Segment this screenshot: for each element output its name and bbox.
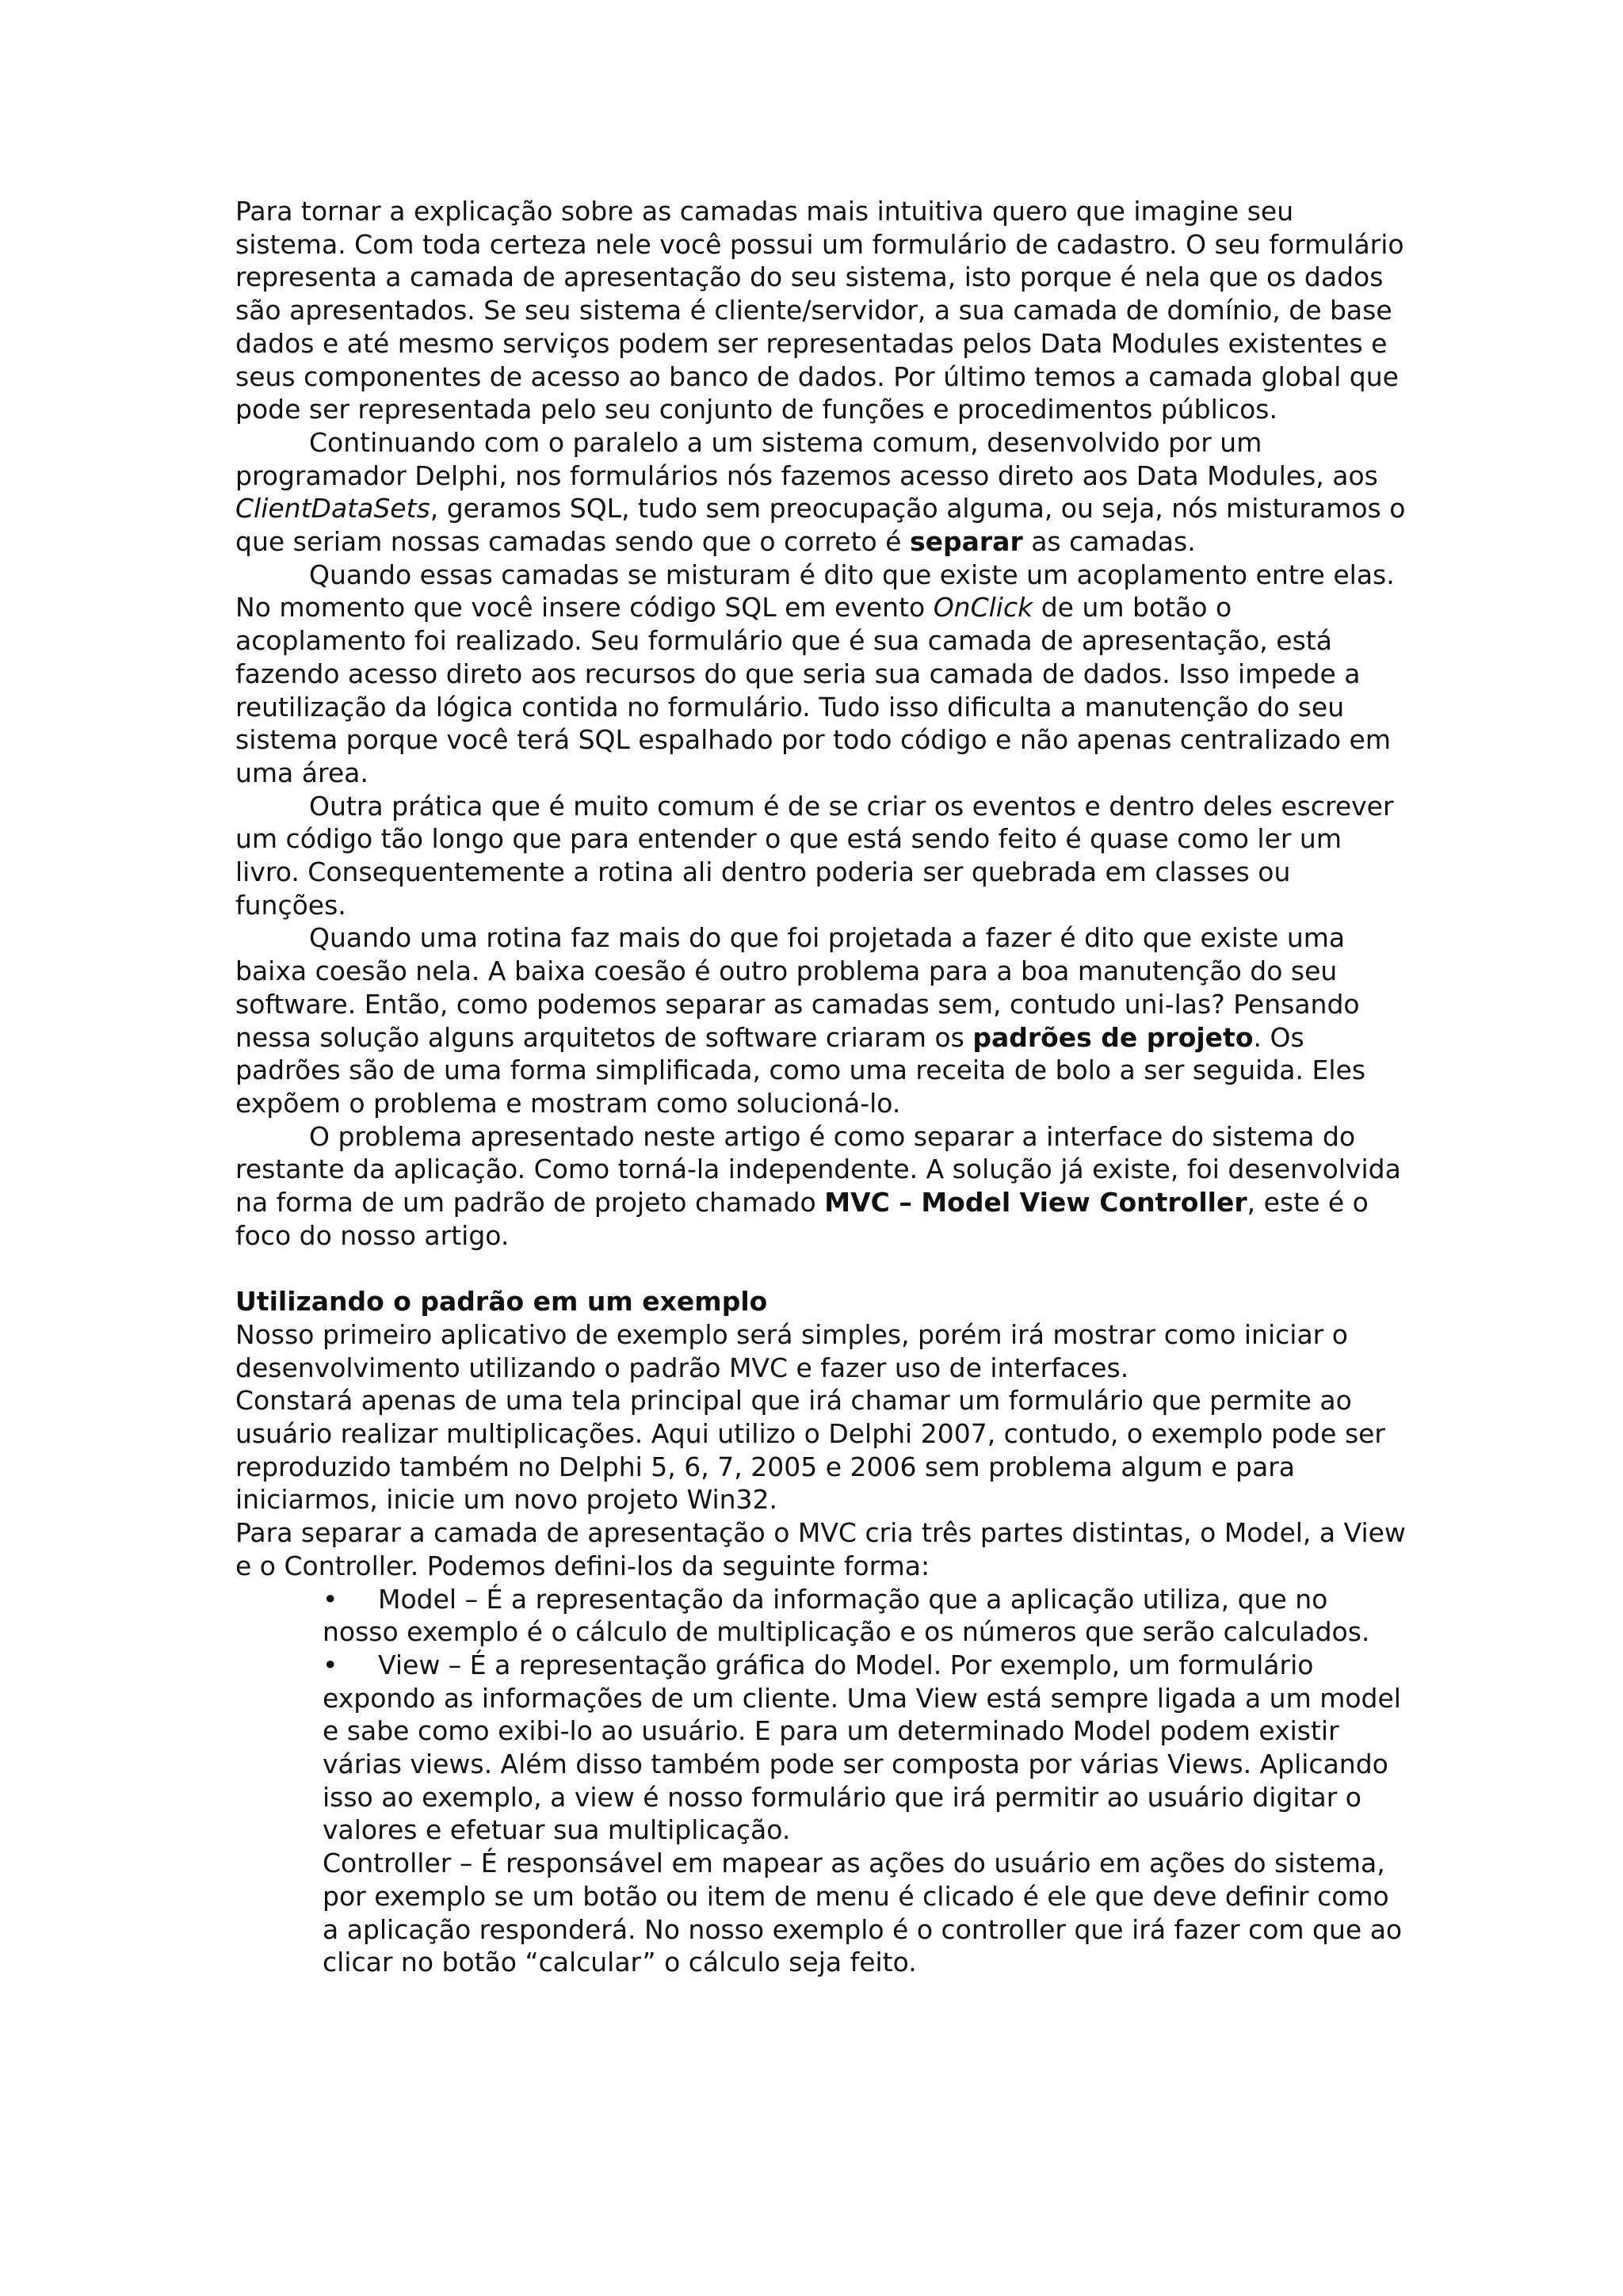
list-item-text: Model – É a representação da informação que a aplicação utiliza, que no nosso exemplo é o cálculo de multiplicação e os números que serão calculados. xyxy=(323,1583,1370,1648)
document-page xyxy=(235,195,1408,1979)
bullet-icon: • xyxy=(323,1583,338,1615)
paragraph-acoplamento xyxy=(235,559,1408,790)
paragraph-text: as camadas. xyxy=(1022,526,1196,558)
paragraph-text: Continuando com o paralelo a um sistema comum, desenvolvido por um programador Delphi, nos formulários nós fazemos acesso direto aos Data Modules, aos xyxy=(235,426,1378,491)
italic-term: OnClick xyxy=(933,592,1033,624)
paragraph-text: , este é o foco do nosso artigo. xyxy=(235,1187,1369,1251)
blank-line xyxy=(235,1253,1408,1286)
list-item-model xyxy=(323,1583,1408,1649)
paragraph-text: . Os padrões são de uma forma simplificada, como uma receita de bolo a ser seguida. Eles expõem o problema e mostram como solucioná-lo. xyxy=(235,1021,1366,1119)
paragraph-coesao xyxy=(235,921,1408,1119)
list-item-view xyxy=(323,1649,1408,1847)
paragraph-text: de um botão o acoplamento foi realizado. Seu formulário que é sua camada de apresentação, está fazendo acesso direto aos recursos do que seria sua camada de dados. Isso impede a reutilização da lógica contida no formulário. Tudo isso dificulta a manutenção do seu sistema porque você terá SQL espalhado por todo código e não apenas centralizado em uma área. xyxy=(235,592,1391,788)
paragraph-problema xyxy=(235,1120,1408,1253)
paragraph-intro: Para tornar a explicação sobre as camadas mais intuitiva quero que imagine seu sistema. Com toda certeza nele você possui um formulário de cadastro. O seu formulário representa a camada de apresentação do seu sistema, isto porque é nela que os dados são apresentados. Se seu sistema é cliente/servidor, a sua camada de domínio, de base dados e até mesmo serviços podem ser representadas pelos Data Modules existentes e seus componentes de acesso ao banco de dados. Por último temos a camada global que pode ser representada pelo seu conjunto de funções e procedimentos públicos. xyxy=(235,196,1404,425)
italic-term: ClientDataSets xyxy=(235,493,430,524)
paragraph-outra-pratica: Outra prática que é muito comum é de se criar os eventos e dentro deles escrever um código tão longo que para entender o que está sendo feito é quase como ler um livro. Consequentemente a rotina ali dentro poderia ser quebrada em classes ou funções. xyxy=(235,790,1394,921)
paragraph-separar-camada: Para separar a camada de apresentação o MVC cria três partes distintas, o Model, a View e o Controller. Podemos defini-los da seguinte forma: xyxy=(235,1517,1406,1581)
bold-term: MVC – Model View Controller xyxy=(824,1187,1247,1219)
paragraph-controller: Controller – É responsável em mapear as ações do usuário em ações do sistema, por exemplo se um botão ou item de menu é clicado é ele que deve definir como a aplicação responderá. No nosso exemplo é o controller que irá fazer com que ao clicar no botão “calcular” o cálculo seja feito. xyxy=(323,1848,1403,1978)
list-item-text: View – É a representação gráfica do Model. Por exemplo, um formulário expondo as informações de um cliente. Uma View está sempre ligada a um model e sabe como exibi-lo ao usuário. E para um determinado Model podem existir várias views. Além disso também pode ser composta por várias Views. Aplicando isso ao exemplo, a view é nosso formulário que irá permitir ao usuário digitar o valores e efetuar sua multiplicação. xyxy=(323,1649,1401,1846)
paragraph-text: , geramos SQL, tudo sem preocupação alguma, ou seja, nós misturamos o que seriam nossas camadas sendo que o correto é xyxy=(235,493,1406,558)
bold-term: padrões de projeto xyxy=(972,1021,1254,1053)
paragraph-text: Quando essas camadas se misturam é dito que existe um acoplamento entre elas. No momento que você insere código SQL em evento xyxy=(235,559,1395,624)
paragraph-continuando xyxy=(235,426,1408,559)
paragraph-exemplo: Nosso primeiro aplicativo de exemplo será simples, porém irá mostrar como iniciar o desenvolvimento utilizando o padrão MVC e fazer uso de interfaces. xyxy=(235,1318,1348,1383)
paragraph-tela-principal: Constará apenas de uma tela principal que irá chamar um formulário que permite ao usuário realizar multiplicações. Aqui utilizo o Delphi 2007, contudo, o exemplo pode ser reproduzido também no Delphi 5, 6, 7, 2005 e 2006 sem problema algum e para iniciarmos, inicie um novo projeto Win32. xyxy=(235,1385,1386,1516)
bullet-icon: • xyxy=(323,1649,338,1680)
paragraph-text: O problema apresentado neste artigo é como separar a interface do sistema do restante da aplicação. Como torná-la independente. A solução já existe, foi desenvolvida na forma de um padrão de projeto chamado xyxy=(235,1120,1401,1219)
definition-list xyxy=(235,1583,1408,1848)
paragraph-text: Quando uma rotina faz mais do que foi projetada a fazer é dito que existe uma baixa coesão nela. A baixa coesão é outro problema para a boa manutenção do seu software. Então, como podemos separar as camadas sem, contudo uni-las? Pensando nessa solução alguns arquitetos de software criaram os xyxy=(235,922,1360,1053)
bold-term: separar xyxy=(909,526,1023,558)
section-heading: Utilizando o padrão em um exemplo xyxy=(235,1286,768,1318)
